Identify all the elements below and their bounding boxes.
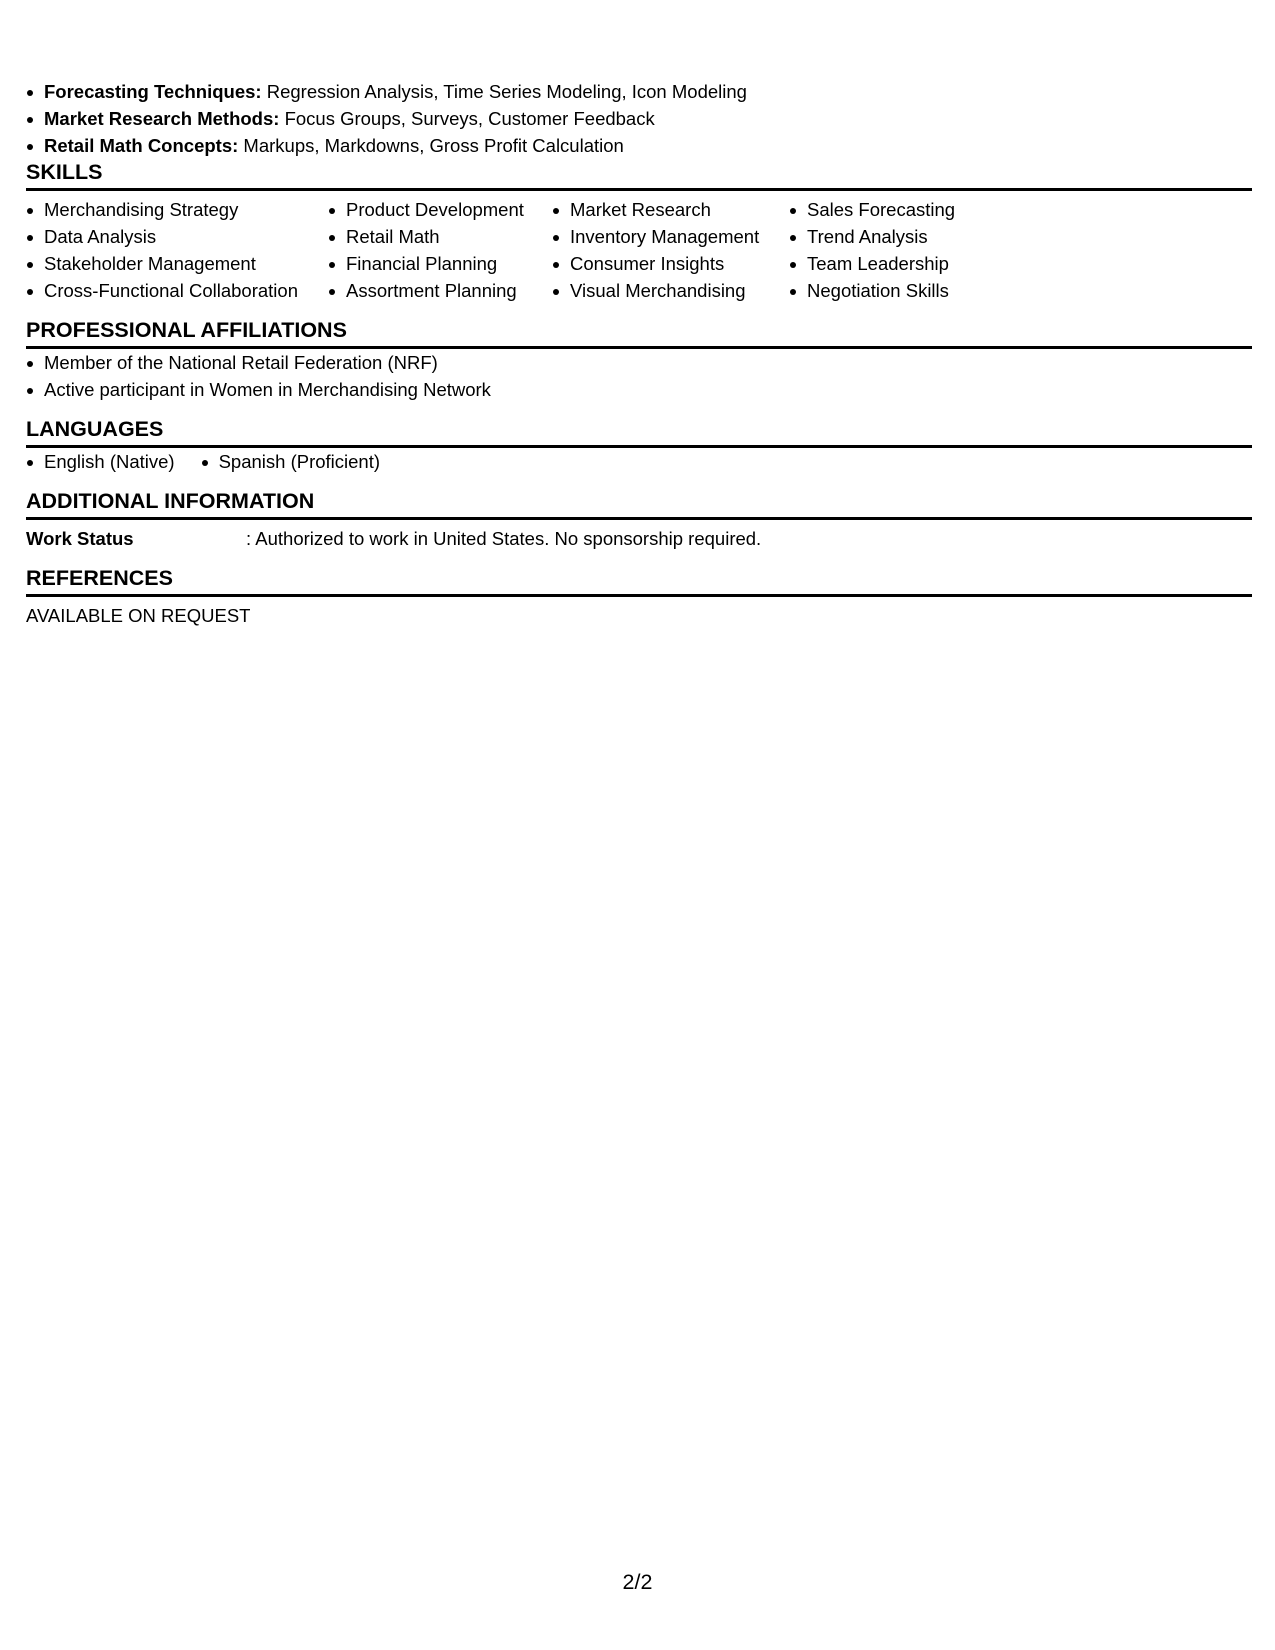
additional-info-heading: ADDITIONAL INFORMATION: [26, 488, 1252, 520]
skill-item: Trend Analysis: [789, 223, 1029, 250]
skill-item: Sales Forecasting: [789, 196, 1029, 223]
language-item: English (Native): [26, 448, 175, 475]
affiliation-item: Member of the National Retail Federation (NRF): [26, 349, 1252, 376]
affiliation-item: Active participant in Women in Merchandising Network: [26, 376, 1252, 403]
page-number: 2/2: [622, 1570, 653, 1594]
skill-item: Stakeholder Management: [26, 250, 328, 277]
references-heading: REFERENCES: [26, 565, 1252, 597]
skill-item: Assortment Planning: [328, 277, 552, 304]
work-status-row: [26, 520, 1252, 552]
resume-page: [26, 78, 1252, 642]
language-item: Spanish (Proficient): [201, 448, 380, 475]
list-item: [26, 132, 1252, 159]
skill-item: Consumer Insights: [552, 250, 789, 277]
skill-item: Merchandising Strategy: [26, 196, 328, 223]
references-section: [26, 565, 1252, 629]
list-item: [26, 78, 1252, 105]
references-text: AVAILABLE ON REQUEST: [26, 605, 251, 626]
skills-grid: [26, 191, 1252, 304]
skill-item: Product Development: [328, 196, 552, 223]
skill-item: Negotiation Skills: [789, 277, 1029, 304]
skills-section: [26, 159, 1252, 304]
list-item-text: Markups, Markdowns, Gross Profit Calculation: [238, 135, 624, 156]
affiliations-heading: PROFESSIONAL AFFILIATIONS: [26, 317, 1252, 349]
skills-heading: SKILLS: [26, 159, 1252, 191]
languages-heading: LANGUAGES: [26, 416, 1252, 448]
work-status-value: : Authorized to work in United States. No sponsorship required.: [246, 528, 762, 549]
affiliations-section: [26, 317, 1252, 403]
skill-item: Team Leadership: [789, 250, 1029, 277]
list-item-text: Focus Groups, Surveys, Customer Feedback: [279, 108, 655, 129]
skills-column: [789, 196, 1029, 304]
skill-item: Data Analysis: [26, 223, 328, 250]
technical-knowledge-list: [26, 78, 1252, 159]
list-item-term: Market Research Methods:: [44, 108, 280, 129]
skill-item: Visual Merchandising: [552, 277, 789, 304]
skill-item: Market Research: [552, 196, 789, 223]
skills-column: [328, 196, 552, 304]
skills-column: [26, 196, 328, 304]
languages-section: [26, 416, 1252, 475]
work-status-label: Work Status: [26, 528, 134, 549]
skill-item: Cross-Functional Collaboration: [26, 277, 328, 304]
list-item-term: Retail Math Concepts:: [44, 135, 239, 156]
skill-item: Inventory Management: [552, 223, 789, 250]
languages-list: [26, 448, 1252, 475]
additional-info-section: [26, 488, 1252, 552]
affiliations-list: [26, 349, 1252, 403]
list-item: [26, 105, 1252, 132]
skill-item: Financial Planning: [328, 250, 552, 277]
list-item-text: Regression Analysis, Time Series Modeling, Icon Modeling: [261, 81, 747, 102]
skills-column: [552, 196, 789, 304]
list-item-term: Forecasting Techniques:: [44, 81, 262, 102]
skill-item: Retail Math: [328, 223, 552, 250]
